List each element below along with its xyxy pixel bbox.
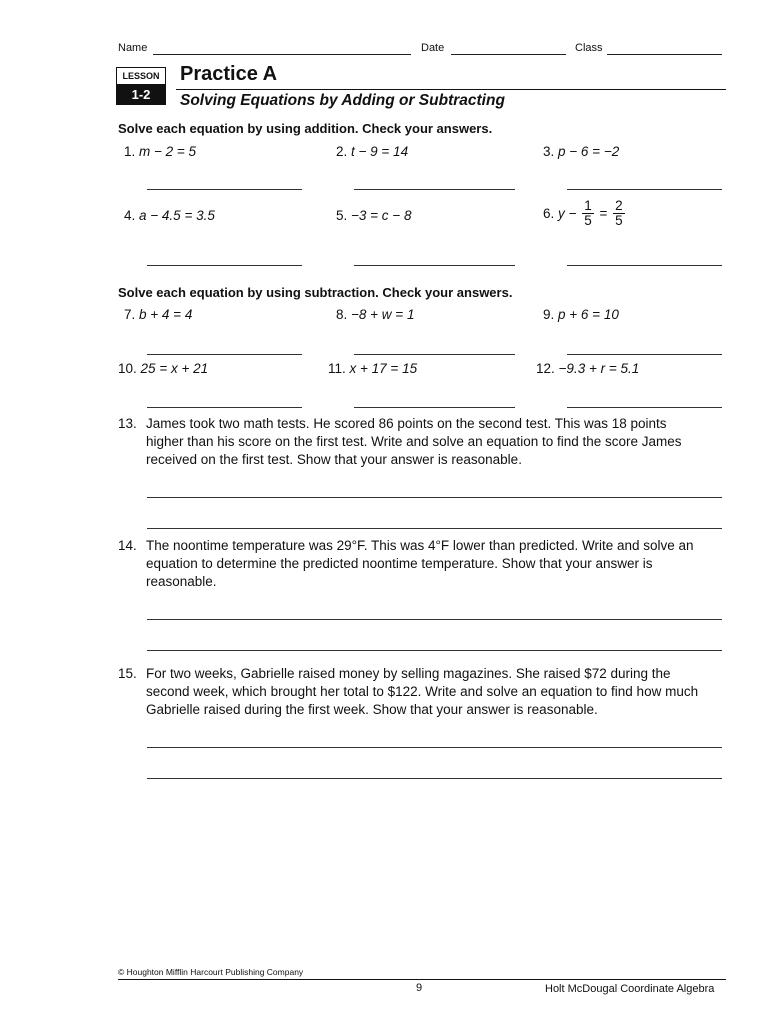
problem-7: 7. b + 4 = 4	[124, 307, 193, 322]
word-problem-15: 15. For two weeks, Gabrielle raised money by selling magazines. She raised $72 during the second week, which brought her total to $122. Write and solve an equation to find how much Gabrielle raised during the first week. Show that your answer is reasonable.	[118, 666, 699, 717]
section1-instruction: Solve each equation by using addition. Check your answers.	[118, 121, 493, 136]
lesson-badge-number: 1-2	[116, 85, 166, 105]
answer-line-13a[interactable]	[147, 497, 722, 498]
answer-line-15b[interactable]	[147, 778, 722, 779]
title-rule	[176, 89, 726, 90]
problem-12: 12. −9.3 + r = 5.1	[536, 361, 640, 376]
class-field[interactable]	[607, 54, 722, 55]
answer-line-8[interactable]	[354, 354, 515, 355]
answer-line-12[interactable]	[567, 407, 722, 408]
word-problem-13: 13. James took two math tests. He scored 86 points on the second test. This was 18 points higher than his score on the first test. Write and solve an equation to find the score James received on the first test. Show that your answer is reasonable.	[118, 416, 682, 467]
copyright: © Houghton Mifflin Harcourt Publishing Company	[118, 967, 304, 977]
problem-9: 9. p + 6 = 10	[543, 307, 619, 322]
footer-rule	[118, 979, 726, 980]
problem-3: 3. p − 6 = −2	[543, 144, 620, 159]
answer-line-10[interactable]	[147, 407, 302, 408]
date-field[interactable]	[451, 54, 566, 55]
answer-line-6[interactable]	[567, 265, 722, 266]
class-label: Class	[575, 42, 603, 54]
answer-line-14b[interactable]	[147, 650, 722, 651]
name-label: Name	[118, 42, 148, 54]
problem-8: 8. −8 + w = 1	[336, 307, 415, 322]
answer-line-1[interactable]	[147, 189, 302, 190]
problem-10: 10. 25 = x + 21	[118, 361, 209, 376]
problem-6: 6. y − $\frac{1}{5}$ = $\frac{2}{5}$	[543, 198, 623, 228]
section2-instruction: Solve each equation by using subtraction. Check your answers.	[118, 285, 513, 300]
book-title: Holt McDougal Coordinate Algebra	[545, 983, 715, 995]
problem-4: 4. a − 4.5 = 3.5	[124, 208, 215, 223]
lesson-badge-label: LESSON	[116, 67, 166, 85]
answer-line-5[interactable]	[354, 265, 515, 266]
answer-line-13b[interactable]	[147, 528, 722, 529]
answer-line-4[interactable]	[147, 265, 302, 266]
answer-line-7[interactable]	[147, 354, 302, 355]
problem-2: 2. t − 9 = 14	[336, 144, 409, 159]
problem-11: 11. x + 17 = 15	[328, 361, 418, 376]
answer-line-11[interactable]	[354, 407, 515, 408]
date-label: Date	[421, 42, 445, 54]
lesson-badge	[116, 67, 166, 105]
word-problem-14: 14. The noontime temperature was 29°F. This was 4°F lower than predicted. Write and solve an equation to determine the predicted noontime temperature. Show that your answer is reasonable.	[118, 538, 694, 589]
problem-5: 5. −3 = c − 8	[336, 208, 412, 223]
fraction-2-5: $\frac{2}{5}$	[615, 198, 623, 228]
answer-line-3[interactable]	[567, 189, 722, 190]
page-number: 9	[416, 982, 423, 994]
page-title: Practice A	[180, 63, 278, 85]
answer-line-15a[interactable]	[147, 747, 722, 748]
fraction-1-5: $\frac{1}{5}$	[584, 198, 592, 228]
problem-1: 1. m − 2 = 5	[124, 144, 197, 159]
answer-line-2[interactable]	[354, 189, 515, 190]
page-subtitle: Solving Equations by Adding or Subtracting	[180, 92, 505, 109]
name-field[interactable]	[153, 54, 411, 55]
answer-line-14a[interactable]	[147, 619, 722, 620]
answer-line-9[interactable]	[567, 354, 722, 355]
